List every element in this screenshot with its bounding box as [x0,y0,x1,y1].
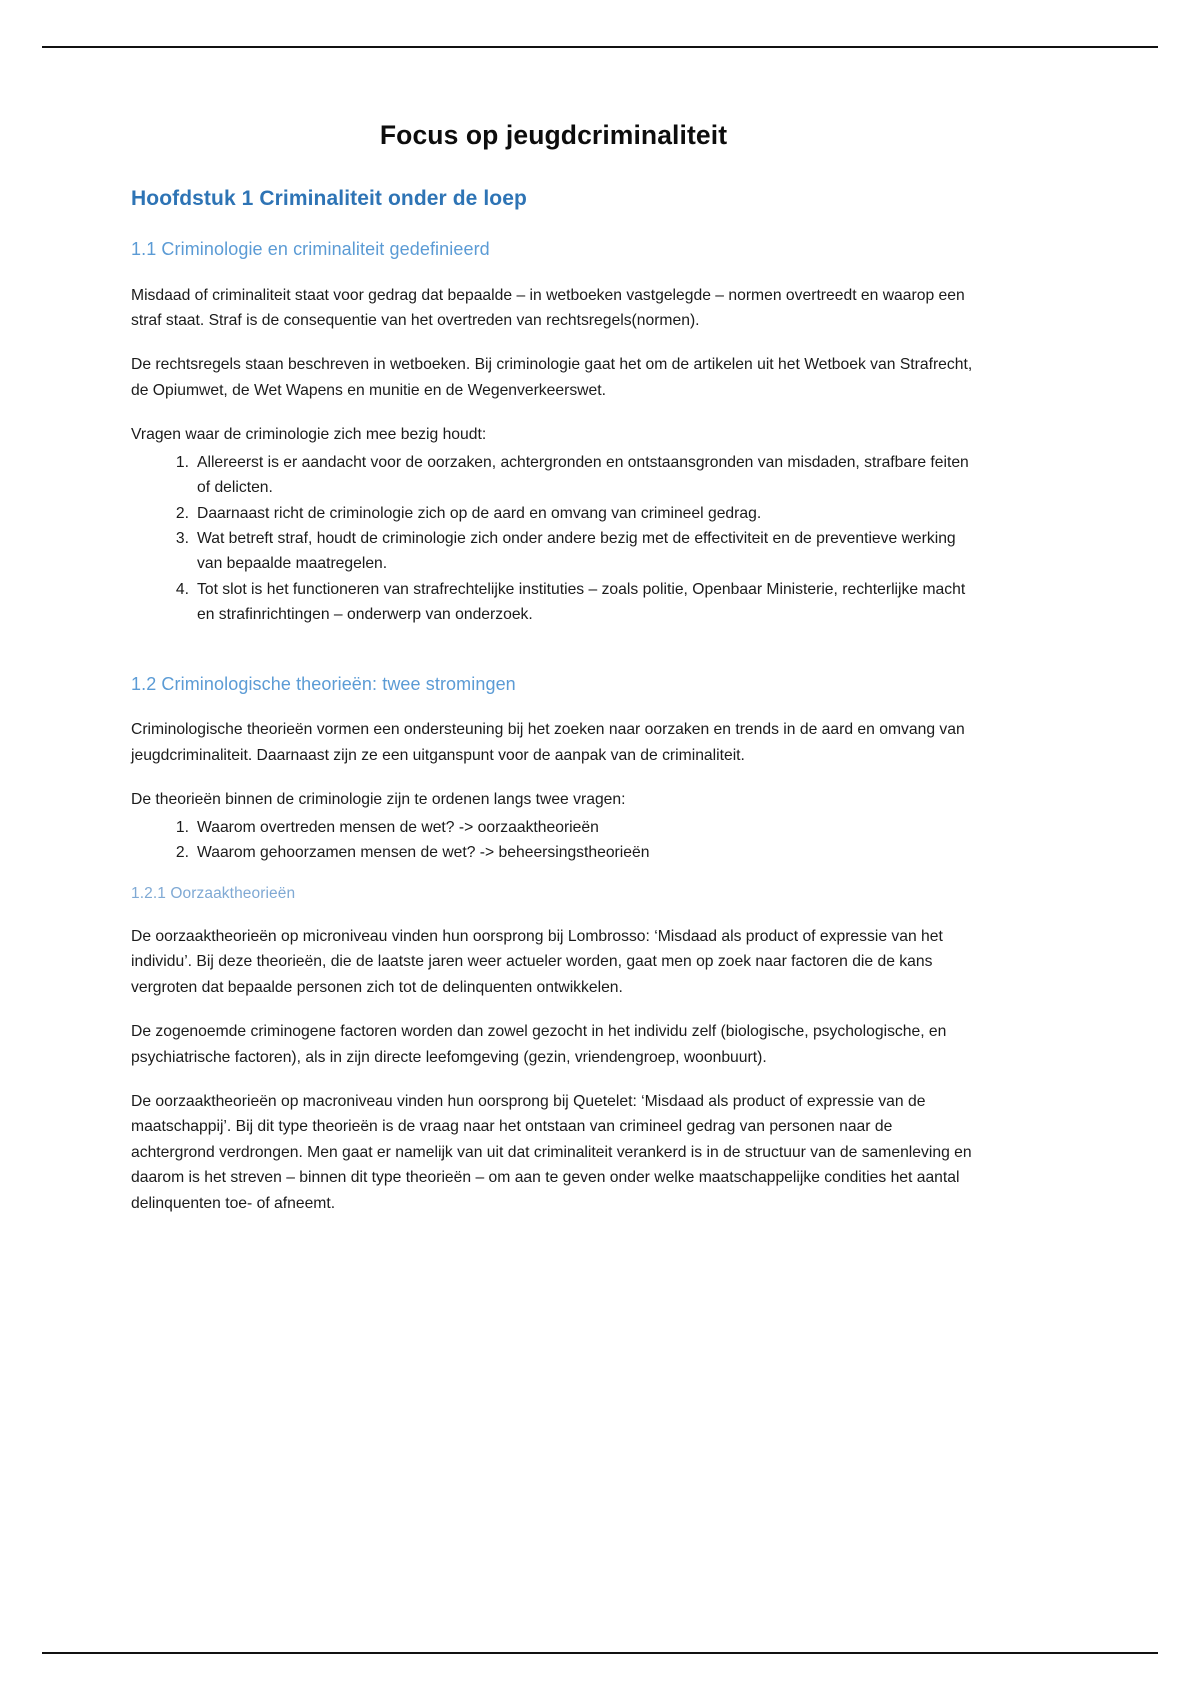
section-spacer [131,647,976,673]
document-body [131,120,976,1235]
paragraph-1-2-1-c: De oorzaaktheorieën op macroniveau vinden hun oorsprong bij Quetelet: ‘Misdaad als product of expressie van de maatschappij’. Bij dit type theorieën is de vraag naar het ontstaan van crimineel gedrag van personen naar de achtergrond verdrongen. Men gaat er namelijk van uit dat criminaliteit verankerd is in de structuur van de samenleving en daarom is het streven – binnen dit type theorieën – om aan te geven onder welke maatschappelijke condities het aantal delinquenten toe- of afneemt. [131,1093,972,1212]
paragraph-1-2-1: Criminologische theorieën vormen een ondersteuning bij het zoeken naar oorzaken en trends in de aard en omvang van jeugdcriminaliteit. Daarnaast zijn ze een uitganspunt voor de aanpak van de criminaliteit. [131,721,965,764]
paragraph-1-2-1-a: De oorzaaktheorieën op microniveau vinden hun oorsprong bij Lombrosso: ‘Misdaad als product of expressie van het individu’. Bij deze theorieën, die de laatste jaren weer actueler worden, gaat men op zoek naar factoren die de kans vergroten dat bepaalde personen zich tot de delinquenten ontwikkelen. [131,927,943,996]
list-item: Tot slot is het functioneren van strafrechtelijke instituties – zoals politie, Openbaar Ministerie, rechterlijke macht en strafinrichtingen – onderwerp van onderzoek. [197,580,966,624]
section-heading-1-1: 1.1 Criminologie en criminaliteit gedefinieerd [131,239,490,260]
footer-divider-rule [42,1652,1158,1654]
header-divider-rule [42,46,1158,48]
numbered-list-1-1 [131,450,976,628]
list-item: Allereerst is er aandacht voor de oorzaken, achtergronden en ontstaansgronden van misdaden, strafbare feiten of delicten. [197,453,969,497]
document-title: Focus op jeugdcriminaliteit [379,120,728,150]
list-intro-1-1: Vragen waar de criminologie zich mee bezig houdt: [131,426,487,444]
paragraph-1-1-2: De rechtsregels staan beschreven in wetboeken. Bij criminologie gaat het om de artikelen uit het Wetboek van Strafrecht, de Opiumwet, de Wet Wapens en munitie en de Wegenverkeerswet. [131,356,973,399]
section-heading-1-2: 1.2 Criminologische theorieën: twee stromingen [131,673,516,694]
list-intro-1-2: De theorieën binnen de criminologie zijn te ordenen langs twee vragen: [131,791,626,809]
section-heading-1-2-1: 1.2.1 Oorzaaktheorieën [131,885,296,903]
list-item: Waarom overtreden mensen de wet? -> oorzaaktheorieën [197,818,599,836]
numbered-list-1-2 [131,815,976,866]
list-item: Daarnaast richt de criminologie zich op de aard en omvang van crimineel gedrag. [197,504,762,522]
paragraph-1-2-1-b: De zogenoemde criminogene factoren worden dan zowel gezocht in het individu zelf (biologische, psychologische, en psychiatrische factoren), als in zijn directe leefomgeving (gezin, vriendengroep, woonbuurt). [131,1023,947,1066]
chapter-heading: Hoofdstuk 1 Criminaliteit onder de loep [131,186,527,210]
list-item: Wat betreft straf, houdt de criminologie zich onder andere bezig met de effectiviteit en de preventieve werking van bepaalde maatregelen. [197,530,956,573]
list-item: Waarom gehoorzamen mensen de wet? -> beheersingstheorieën [197,844,650,862]
paragraph-1-1-1: Misdaad of criminaliteit staat voor gedrag dat bepaalde – in wetboeken vastgelegde – normen overtreedt en waarop een straf staat. Straf is de consequentie van het overtreden van rechtsregels(normen). [131,286,965,329]
